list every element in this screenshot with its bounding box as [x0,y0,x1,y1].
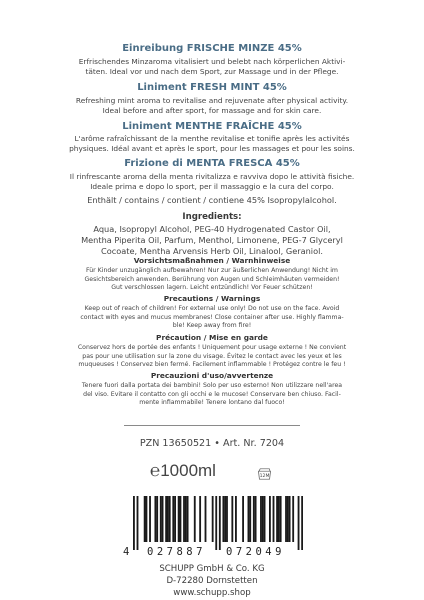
section-title-en: Liniment FRESH MINT 45% [137,82,287,93]
barcode-bar [185,496,187,542]
divider-line [124,425,300,426]
text-line: Gut verschlossen lagern. Leicht entzündlich! Vor Feuer schützen! [111,284,313,291]
barcode-bar [187,496,189,542]
barcode-bar [160,496,162,542]
contains-statement: Enthält / contains / contient / contiene 45% Isopropylalcohol. [87,195,337,205]
section-title-it: Frizione di MENTA FRESCA 45% [124,158,300,169]
barcode-bar [242,496,244,542]
text-line: täten. Ideal vor und nach dem Sport, zur Massage und in der Pflege. [85,67,339,76]
text-line: del viso. Evitare il contatto con gli occhi e le mucose! Conservare ben chiuso. Facil- [83,390,341,398]
barcode-bars [133,496,303,550]
barcode-bar [183,496,185,542]
ingredients-title: Ingredients: [182,212,242,222]
text-line: Gesichtsbereich anwenden. Berührung von Augen und Schleimhäuten vermeiden! [84,275,340,283]
warning-title-de: Vorsichtsmaßnahmen / Warnhinweise [133,256,291,265]
text-line: Mentha Piperita Oil, Parfum, Menthol, Limonene, PEG-7 Glyceryl [81,235,343,245]
barcode-bar [144,496,146,542]
barcode-bar [224,496,226,542]
pzn-article-number: PZN 13650521 • Art. Nr. 7204 [139,438,285,449]
barcode-right-digits: 072049 [226,546,285,558]
barcode-bar [178,496,180,542]
section-text-de [30,57,394,77]
text-line: contact with eyes and mucus membranes! Close container after use. Highly flamma- [80,313,344,321]
barcode-bar [260,496,262,542]
ingredients-list [40,224,384,257]
barcode-bar [165,496,167,542]
barcode-first-digit: 4 [123,546,130,558]
section-text-en [30,96,394,116]
section-title-de: Einreibung FRISCHE MINZE 45% [122,43,302,54]
barcode-bar [249,496,251,542]
barcode-guard-bar [298,496,300,550]
barcode-bar [226,496,228,542]
company-website: www.schupp.shop [173,588,251,598]
text-line: physiques. Idéal avant et après le sport, pour les massages et pour les soins. [69,144,355,153]
barcode-bar [253,496,255,542]
barcode-bar [156,496,158,542]
barcode-bar [292,496,294,542]
warning-text-it [50,382,374,408]
section-text-fr [30,134,394,154]
barcode-bar [146,496,148,542]
warning-title-fr: Précaution / Mise en garde [156,333,268,342]
barcode-bar [222,496,224,542]
text-line: Erfrischendes Minzaroma vitalisiert und belebt nach körperlichen Aktivi- [78,57,346,66]
barcode-bar [167,496,169,542]
barcode-guard-bar [133,496,135,550]
text-line: muqueuses ! Conservez bien fermé. Facilement inflammable ! Protégez contre le feu ! [78,361,346,368]
barcode-bar [205,496,207,542]
barcode-bar [154,496,156,542]
text-line: Refreshing mint aroma to revitalise and rejuvenate after physical activity. [75,96,349,105]
warning-title-it: Precauzioni d'uso/avvertenze [150,371,274,380]
barcode-bar [235,496,237,542]
barcode-left-digits: 027887 [147,546,206,558]
barcode-bar [231,496,233,542]
barcode-bar [262,496,264,542]
barcode-bar [174,496,176,542]
pao-period: 12M [259,474,270,480]
text-line: Il rinfrescante aroma della menta rivitalizza e ravviva dopo le attività fisiche. [69,172,355,181]
open-jar-icon [257,468,272,480]
company-name: SCHUPP GmbH & Co. KG [159,564,265,574]
warning-text-de [50,267,374,293]
section-title-fr: Liniment MENTHE FRAÎCHE 45% [122,121,302,132]
ean-barcode [123,496,303,558]
barcode-bar [276,496,278,542]
barcode-bar [289,496,291,542]
text-line: ble! Keep away from fire! [172,322,252,329]
barcode-bar [278,496,280,542]
barcode-bar [248,496,250,542]
barcode-bar [280,496,282,542]
barcode-guard-bar [219,496,221,550]
warning-title-en: Precautions / Warnings [163,294,261,303]
estimated-sign-icon: ℮ [150,461,161,480]
barcode-bar [162,496,164,542]
barcode-bar [269,496,271,542]
text-line: Ideal before and after sport, for massage and for skin care. [102,106,322,115]
text-line: Ideale prima e dopo lo sport, per il massaggio e la cura del corpo. [90,182,334,191]
warning-text-fr [50,344,374,370]
text-line: Keep out of reach of children! For external use only! Do not use on the face. Avoid [84,305,340,312]
barcode-bar [169,496,171,542]
company-address: D-72280 Dornstetten [166,576,258,586]
barcode-bar [199,496,201,542]
text-line: Für Kinder unzugänglich aufbewahren! Nur zur äußerlichen Anwendung! Nicht im [86,267,338,274]
volume-label [150,461,216,481]
text-line: mente infiammabile! Tenere lontano dal fuoco! [139,399,285,406]
barcode-bar [194,496,196,542]
warning-text-en [50,305,374,331]
text-line: Aqua, Isopropyl Alcohol, PEG-40 Hydrogenated Castor Oil, [93,224,331,234]
barcode-bar [264,496,266,542]
barcode-guard-bar [215,496,217,550]
barcode-guard-bar [301,496,303,550]
barcode-bar [149,496,151,542]
barcode-bar [212,496,214,542]
section-text-it [30,172,394,192]
barcode-bar [273,496,275,542]
text-line: pas pour une utilisation sur la zone du visage. Évitez le contact avec les yeux et les [82,352,342,360]
barcode-bar [255,496,257,542]
barcode-guard-bar [137,496,139,550]
barcode-bar [285,496,287,542]
text-line: Cocoate, Mentha Arvensis Herb Oil, Linalool, Geraniol. [101,246,323,256]
barcode-bar [172,496,174,542]
volume-amount: 1000ml [160,461,216,480]
text-line: L'arôme rafraîchissant de la menthe revitalise et tonifie après les activités [74,134,350,143]
text-line: Tenere fuori dalla portata dei bambini! Solo per uso esterno! Non utilizzare nell'area [81,382,343,389]
barcode-bar [287,496,289,542]
text-line: Conservez hors de portée des enfants ! Uniquement pour usage externe ! Ne convient [77,344,347,351]
barcode-bar [180,496,182,542]
